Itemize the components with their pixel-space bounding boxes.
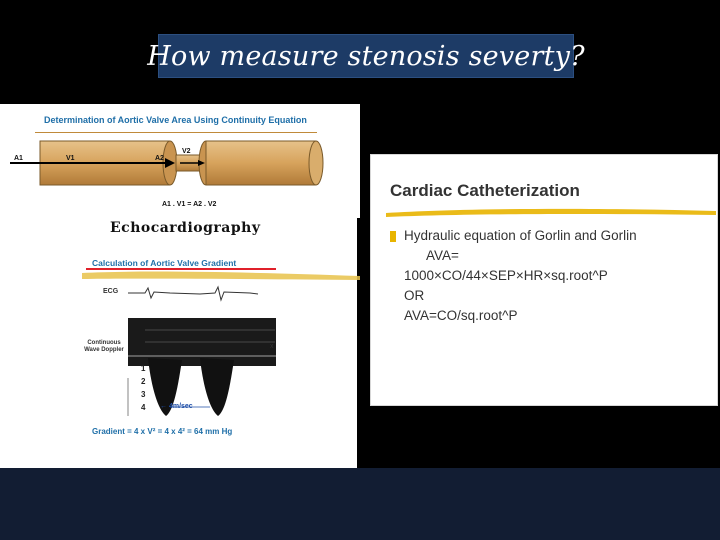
label-v1: V1: [66, 155, 75, 162]
cath-line-2: AVA=: [426, 248, 459, 263]
cath-heading: Cardiac Catheterization: [390, 181, 580, 200]
scale-2: 2: [141, 377, 146, 386]
cath-line-3: 1000×CO/44×SEP×HR×sq.root^P: [404, 268, 608, 283]
ecg-label: ECG: [103, 288, 119, 295]
slide-title: How measure stenosis severty?: [147, 40, 585, 72]
x-mark: x: [270, 343, 274, 350]
continuity-equation-text: A1 . V1 = A2 . V2: [162, 201, 217, 208]
continuity-equation-figure: [0, 104, 360, 218]
cardiac-catheterization-panel: [370, 154, 718, 406]
label-a1: A1: [14, 155, 23, 162]
label-a2: A2: [155, 155, 164, 162]
bottom-band: [0, 468, 720, 540]
title-box: [147, 34, 585, 78]
ecg-trace: [128, 287, 258, 300]
cath-body: [404, 226, 637, 326]
gradient-formula: Gradient = 4 x V² = 4 x 4² = 64 mm Hg: [92, 427, 233, 436]
velocity-label: ← 4m/sec: [160, 403, 193, 410]
continuous-wave-doppler-label: Continuous Wave Doppler: [84, 340, 124, 353]
continuity-heading: Determination of Aortic Valve Area Using Continuity Equation: [44, 115, 307, 125]
tube-diagram: [0, 104, 360, 218]
scale-4: 4: [141, 403, 146, 412]
velocity-value: 4m/sec: [168, 403, 193, 410]
scale-3: 3: [141, 390, 146, 399]
cath-line-5: AVA=CO/sq.root^P: [404, 308, 518, 323]
bullet-icon: [390, 231, 396, 242]
right-tube: [199, 141, 323, 185]
scale-1: 1: [141, 364, 146, 373]
gradient-heading: Calculation of Aortic Valve Gradient: [92, 258, 237, 268]
echocardiography-label: Echocardiography: [110, 220, 261, 236]
label-v2: V2: [182, 148, 191, 155]
cath-heading-underline: [371, 199, 719, 229]
cath-line-1: Hydraulic equation of Gorlin and Gorlin: [404, 228, 637, 243]
cath-line-4: OR: [404, 288, 425, 303]
